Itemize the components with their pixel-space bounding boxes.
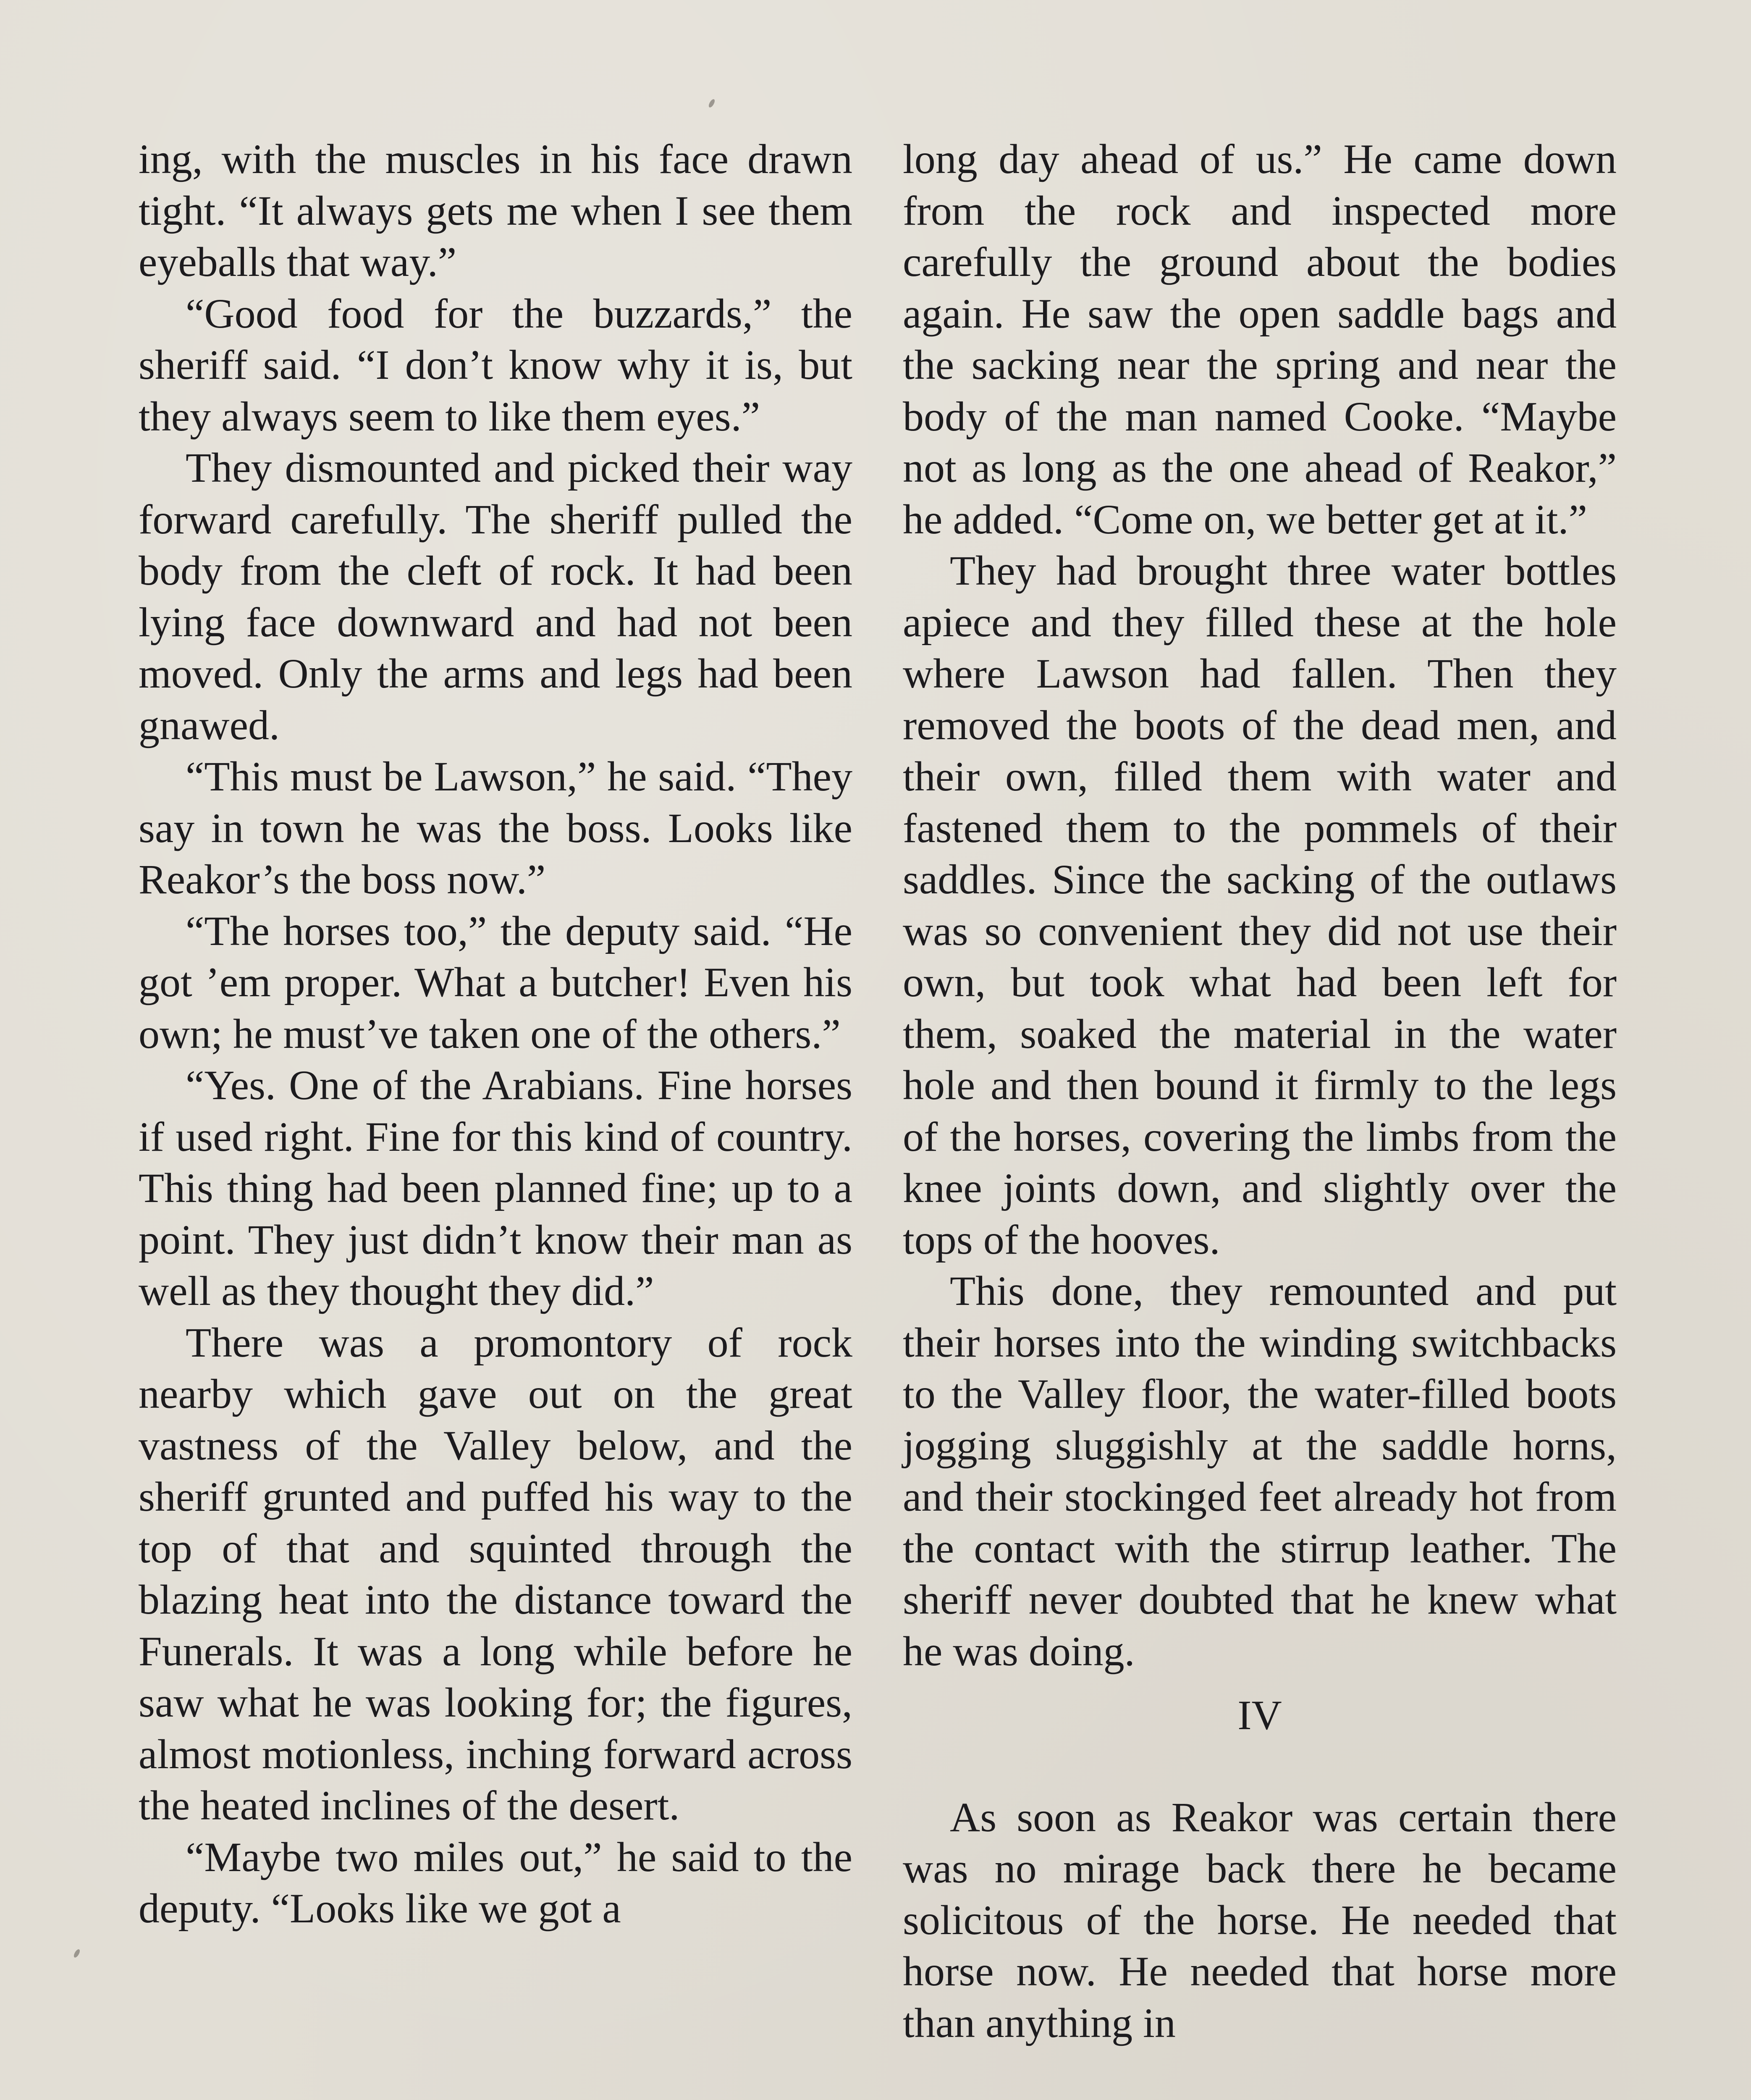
paragraph: “The horses too,” the deputy said. “He got ’em proper. What a butcher! Even his own; he must’ve taken one of the others.” xyxy=(139,907,852,1057)
paragraph: They dismounted and picked their way forward carefully. The sheriff pulled the body from the cleft of rock. It had been lying face downward and had not been moved. Only the arms and legs had been gnawed. xyxy=(139,444,852,748)
paragraph: As soon as Reakor was certain there was no mirage back there he became solicitous of the horse. He needed that horse now. He needed that horse more than anything in xyxy=(903,1793,1617,2046)
paragraph: There was a promontory of rock nearby which gave out on the great vastness of the Valley below, and the sheriff grunted and puffed his way to the top of that and squinted through the blazing heat into the distance toward the Funerals. It was a long while before he saw what he was looking for; the figures, almost motionless, inching forward across the heated inclines of the desert. xyxy=(139,1319,852,1829)
paragraph: ing, with the muscles in his face drawn tight. “It always gets me when I see them eyeballs that way.” xyxy=(139,136,852,285)
print-speck xyxy=(73,1948,81,1958)
paragraph: “Good food for the buzzards,” the sheriff said. “I don’t know why it is, but they always seem to like them eyes.” xyxy=(139,290,852,440)
paragraph: “Maybe two miles out,” he said to the deputy. “Looks like we got a xyxy=(139,1833,852,1932)
paragraph: “This must be Lawson,” he said. “They say in town he was the boss. Looks like Reakor’s the boss now.” xyxy=(139,753,852,903)
paragraph: long day ahead of us.” He came down from the rock and inspected more carefully the ground about the bodies again. He saw the open saddle bags and the sacking near the spring and near the body of the man named Cooke. “Maybe not as long as the one ahead of Reakor,” he added. “Come on, we better get at it.” xyxy=(903,136,1617,543)
paragraph: “Yes. One of the Arabians. Fine horses if used right. Fine for this kind of country. This thing had been planned fine; up to a point. They just didn’t know their man as well as they thought they did.” xyxy=(139,1062,852,1314)
left-text-column xyxy=(139,134,852,1935)
paragraph: They had brought three water bottles apiece and they filled these at the hole where Lawson had fallen. Then they removed the boots of the dead men, and their own, filled them with water and fastened them to the pommels of their saddles. Since the sacking of the outlaws was so convenient they did not use their own, but took what had been left for them, soaked the material in the water hole and then bound it firmly to the legs of the horses, covering the limbs from the knee joints down, and slightly over the tops of the hooves. xyxy=(903,547,1617,1263)
paragraph: This done, they remounted and put their horses into the winding switchbacks to the Valley floor, the water-filled boots jogging sluggishly at the saddle horns, and their stockinged feet already hot from the contact with the stirrup leather. The sheriff never doubted that he knew what he was doing. xyxy=(903,1268,1617,1675)
print-speck xyxy=(708,98,716,108)
section-heading: IV xyxy=(1237,1692,1282,1738)
right-text-column xyxy=(903,134,1617,2049)
